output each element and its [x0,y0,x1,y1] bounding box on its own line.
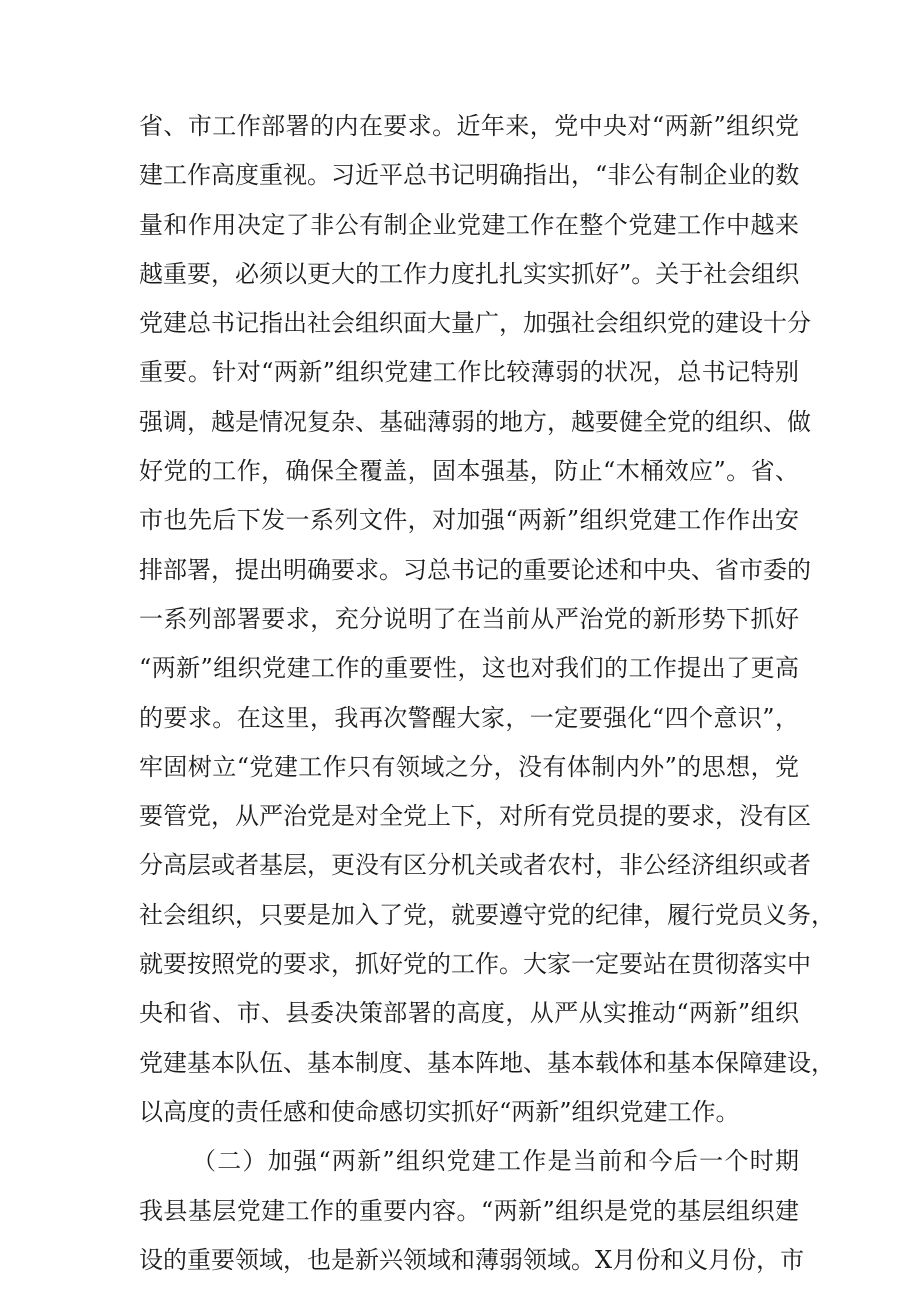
text-line: 排部署，提出明确要求。习总书记的重要论述和中央、省市委的 [139,555,811,584]
text-line: 一系列部署要求，充分说明了在当前从严治党的新形势下抓好 [139,604,799,633]
text-line: 要管党，从严治党是对全党上下，对所有党员提的要求，没有区 [139,802,811,831]
text-line: 设的重要领域，也是新兴领域和薄弱领域。X月份和义月份，市 [139,1245,805,1274]
text-line: 党建总书记指出社会组织面大量广，加强社会组织党的建设十分 [139,309,811,338]
section-heading-line: （二）加强“两新”组织党建工作是当前和今后一个时期 [192,1147,799,1176]
text-line: 党建基本队伍、基本制度、基本阵地、基本载体和基本保障建设， [139,1048,835,1077]
text-line: 分高层或者基层，更没有区分机关或者农村，非公经济组织或者 [139,851,811,880]
text-line: 的要求。在这里，我再次警醒大家，一定要强化“四个意识”， [139,703,799,732]
text-line: 建工作高度重视。习近平总书记明确指出，“非公有制企业的数 [139,161,800,190]
text-line: 央和省、市、县委决策部署的高度，从严从实推动“两新”组织 [139,999,799,1028]
text-line: 就要按照党的要求，抓好党的工作。大家一定要站在贯彻落实中 [139,950,811,979]
text-line: 重要。针对“两新”组织党建工作比较薄弱的状况，总书记特别 [139,358,799,387]
text-line: 社会组织，只要是加入了党，就要遵守党的纪律，履行党员义务， [139,900,835,929]
text-line: 好党的工作，确保全覆盖，固本强基，防止“木桶效应”。省、 [139,457,799,486]
paragraph-last-line: 以高度的责任感和使命感切实抓好“两新”组织党建工作。 [139,1097,740,1126]
body-text [139,102,835,1285]
text-line: 强调，越是情况复杂、基础薄弱的地方，越要健全党的组织、做 [139,407,811,436]
text-line: 牢固树立“党建工作只有领域之分，没有体制内外”的思想，党 [139,752,799,781]
text-line: 量和作用决定了非公有制企业党建工作在整个党建工作中越来 [139,210,799,239]
text-line: 越重要，必须以更大的工作力度扎扎实实抓好”。关于社会组织 [139,259,800,288]
text-line: “两新”组织党建工作的重要性，这也对我们的工作提出了更高 [139,654,799,683]
text-line: 省、市工作部署的内在要求。近年来，党中央对“两新”组织党 [139,112,799,140]
text-line: 市也先后下发一系列文件，对加强“两新”组织党建工作作出安 [139,506,799,535]
text-line: 我县基层党建工作的重要内容。“两新”组织是党的基层组织建 [139,1196,799,1225]
